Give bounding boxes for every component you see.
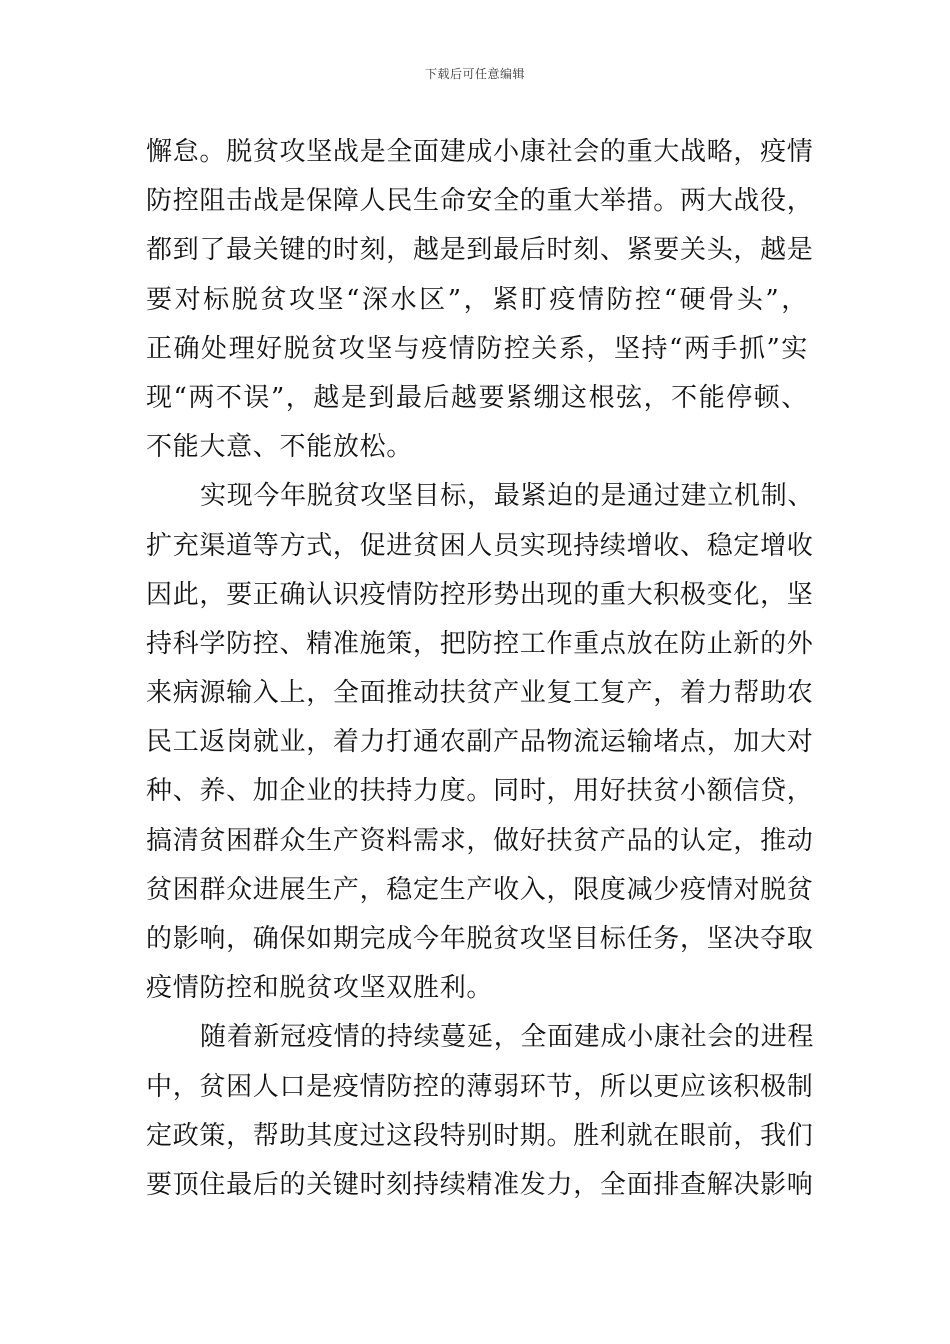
paragraph-3 [146, 1013, 815, 1210]
text-line: 持科学防控、精准施策，把防控工作重点放在防止新的外 [146, 628, 814, 659]
text-line: 扩充渠道等方式，促进贫困人员实现持续增收、稳定增收 [146, 530, 814, 561]
text-line: 正确处理好脱贫攻坚与疫情防控关系，坚持“两手抓”实 [146, 333, 808, 364]
text-line: 贫困群众进展生产，稳定生产收入，限度减少疫情对脱贫 [146, 874, 814, 905]
paragraph-2 [146, 472, 815, 1013]
document-body [146, 128, 815, 1210]
text-line: 搞清贫困群众生产资料需求，做好扶贫产品的认定，推动 [146, 825, 814, 856]
text-line: 来病源输入上，全面推动扶贫产业复工复产，着力帮助农 [146, 678, 814, 709]
text-line: 懈怠。脱贫攻坚战是全面建成小康社会的重大战略，疫情 [146, 137, 814, 167]
text-line: 民工返岗就业，着力打通农副产品物流运输堵点，加大对 [146, 727, 814, 758]
text-line: 防控阻击战是保障人民生命安全的重大举措。两大战役， [146, 186, 814, 217]
text-line: 疫情防控和脱贫攻坚双胜利。 [146, 973, 494, 1004]
text-line: 中，贫困人口是疫情防控的薄弱环节，所以更应该积极制 [146, 1071, 814, 1102]
text-line: 都到了最关键的时刻，越是到最后时刻、紧要关头，越是 [146, 235, 814, 266]
text-line: 因此，要正确认识疫情防控形势出现的重大积极变化，坚 [146, 579, 814, 610]
text-line: 随着新冠疫情的持续蔓延，全面建成小康社会的进程 [200, 1022, 815, 1053]
text-line: 要顶住最后的关键时刻持续精准发力，全面排查解决影响 [146, 1169, 814, 1200]
text-line: 不能大意、不能放松。 [146, 432, 414, 463]
text-line: 要对标脱贫攻坚“深水区”，紧盯疫情防控“硬骨头”， [146, 284, 808, 315]
text-line: 实现今年脱贫攻坚目标，最紧迫的是通过建立机制、 [200, 481, 815, 512]
text-line: 的影响，确保如期完成今年脱贫攻坚目标任务，坚决夺取 [146, 924, 814, 954]
page-header: 下载后可任意编辑 [424, 67, 525, 81]
text-line: 种、养、加企业的扶持力度。同时，用好扶贫小额信贷， [146, 776, 814, 807]
text-line: 现“两不误”，越是到最后越要紧绷这根弦，不能停顿、 [146, 382, 808, 413]
text-line: 定政策，帮助其度过这段特别时期。胜利就在眼前，我们 [146, 1120, 814, 1151]
paragraph-1 [146, 128, 814, 472]
